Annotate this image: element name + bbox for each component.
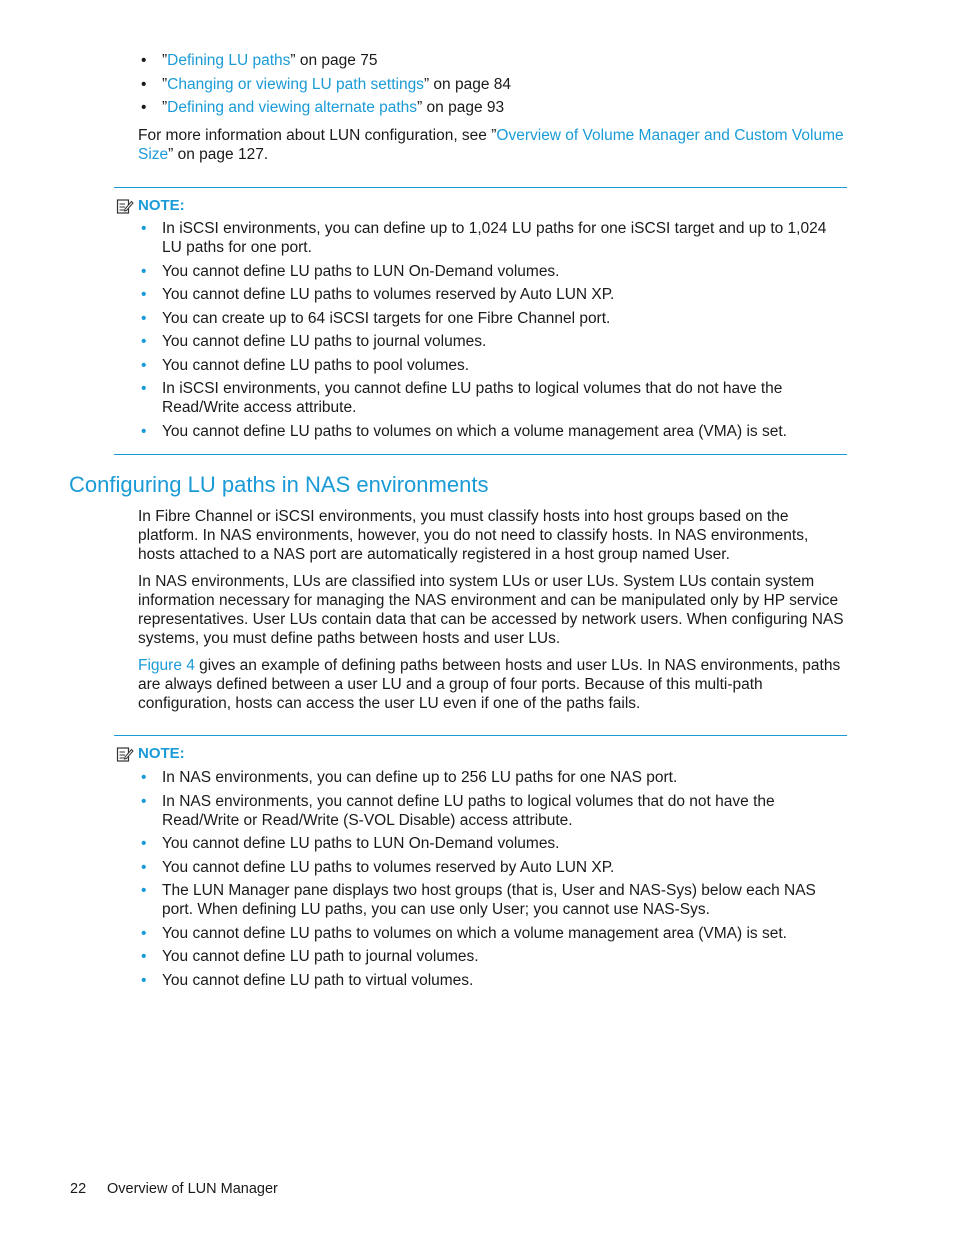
bullet: • <box>141 858 147 876</box>
list-item: • In iSCSI environments, you can define up to 1,024 LU paths for one iSCSI target and up to 1,024 LU paths for one port. <box>141 220 827 256</box>
note-label: NOTE: <box>138 745 185 762</box>
list-item: • You cannot define LU paths to LUN On-Demand volumes. <box>141 262 560 280</box>
list-item: • You cannot define LU paths to LUN On-Demand volumes. <box>141 835 560 852</box>
list-item: • You cannot define LU paths to journal volumes. <box>141 333 487 350</box>
note-list <box>138 219 844 441</box>
section-paragraph-3: Figure 4 gives an example of defining paths between hosts and user LUs. In NAS environments, paths are always defined between a user LU and a group of four ports. Because of this multi-path configuration, hosts can access the user LU even if one of the paths fails. <box>138 657 841 712</box>
link-changing-lu-path-settings[interactable]: Changing or viewing LU path settings <box>167 75 424 93</box>
bullet: • <box>141 882 147 899</box>
list-item: • You can create up to 64 iSCSI targets for one Fibre Channel port. <box>141 309 611 327</box>
note-header <box>116 744 185 763</box>
note-header <box>116 196 185 215</box>
bullet: • <box>141 220 147 237</box>
section-paragraph-2: In NAS environments, LUs are classified into system LUs or user LUs. System LUs contain system information necessary for managing the NAS environment and can be manipulated only by HP service representatives. User LUs contain data that can be accessed by network users. When configuring NAS systems, you must define paths between hosts and user LUs. <box>138 573 844 647</box>
bullet: • <box>141 835 147 852</box>
link-alternate-paths[interactable]: Defining and viewing alternate paths <box>167 99 418 116</box>
list-item: • In NAS environments, you cannot define LU paths to logical volumes that do not have the Read/Write or Read/Write (S-VOL Disable) access attribute. <box>141 792 775 829</box>
list-item: • You cannot define LU paths to volumes reserved by Auto LUN XP. <box>141 858 615 876</box>
intro-paragraph: For more information about LUN configuration, see ”Overview of Volume Manager and Custom Volume Size” on page 127. <box>138 127 844 163</box>
note-bottom-rule <box>114 454 847 455</box>
bullet: • <box>141 52 147 69</box>
list-item: • You cannot define LU paths to pool volumes. <box>141 356 470 374</box>
bullet: • <box>141 75 147 93</box>
note-top-rule <box>114 187 847 188</box>
link-figure-4[interactable]: Figure 4 <box>138 657 195 674</box>
note-icon <box>116 197 134 215</box>
list-item: • In iSCSI environments, you cannot define LU paths to logical volumes that do not have the Read/Write access attribute. <box>141 380 783 416</box>
related-links-list <box>138 51 844 117</box>
list-item: • You cannot define LU paths to volumes reserved by Auto LUN XP. <box>141 286 615 303</box>
list-item: • You cannot define LU paths to volumes on which a volume management area (VMA) is set. <box>141 924 787 942</box>
section-paragraph-1: In Fibre Channel or iSCSI environments, you must classify hosts into host groups based on the platform. In NAS environments, however, you do not need to classify hosts. In NAS environments, hosts attached to a NAS port are automatically registered in a host group named User. <box>138 508 809 563</box>
note-list <box>138 768 844 990</box>
list-item: • The LUN Manager pane displays two host groups (that is, User and NAS-Sys) below each NAS port. When defining LU paths, you can use only User; you cannot use NAS-Sys. <box>141 882 816 918</box>
list-item: • You cannot define LU path to journal volumes. <box>141 948 479 965</box>
bullet: • <box>141 262 147 280</box>
note-label: NOTE: <box>138 197 185 214</box>
list-item: • ”Defining LU paths” on page 75 <box>141 52 378 69</box>
bullet: • <box>141 948 147 965</box>
note-icon <box>116 745 134 763</box>
bullet: • <box>141 924 147 942</box>
list-item: • You cannot define LU path to virtual volumes. <box>141 971 474 989</box>
footer-title: Overview of LUN Manager <box>107 1181 278 1197</box>
section-heading: Configuring LU paths in NAS environments <box>69 472 489 497</box>
bullet: • <box>141 286 147 303</box>
bullet: • <box>141 99 147 116</box>
link-volume-manager-overview[interactable]: Overview of Volume Manager and Custom Volume Size <box>138 127 844 163</box>
list-item: • You cannot define LU paths to volumes on which a volume management area (VMA) is set. <box>141 422 787 440</box>
page-number: 22 <box>70 1181 87 1197</box>
link-defining-lu-paths[interactable]: Defining LU paths <box>167 52 291 69</box>
list-item: • ”Changing or viewing LU path settings” on page 84 <box>141 75 511 93</box>
list-item: • In NAS environments, you can define up to 256 LU paths for one NAS port. <box>141 769 678 786</box>
bullet: • <box>141 380 147 397</box>
bullet: • <box>141 422 147 440</box>
bullet: • <box>141 309 147 327</box>
bullet: • <box>141 792 147 810</box>
bullet: • <box>141 333 147 350</box>
list-item: • ”Defining and viewing alternate paths” on page 93 <box>141 99 505 116</box>
note-top-rule <box>114 735 847 736</box>
bullet: • <box>141 356 147 374</box>
bullet: • <box>141 769 147 786</box>
bullet: • <box>141 971 147 989</box>
